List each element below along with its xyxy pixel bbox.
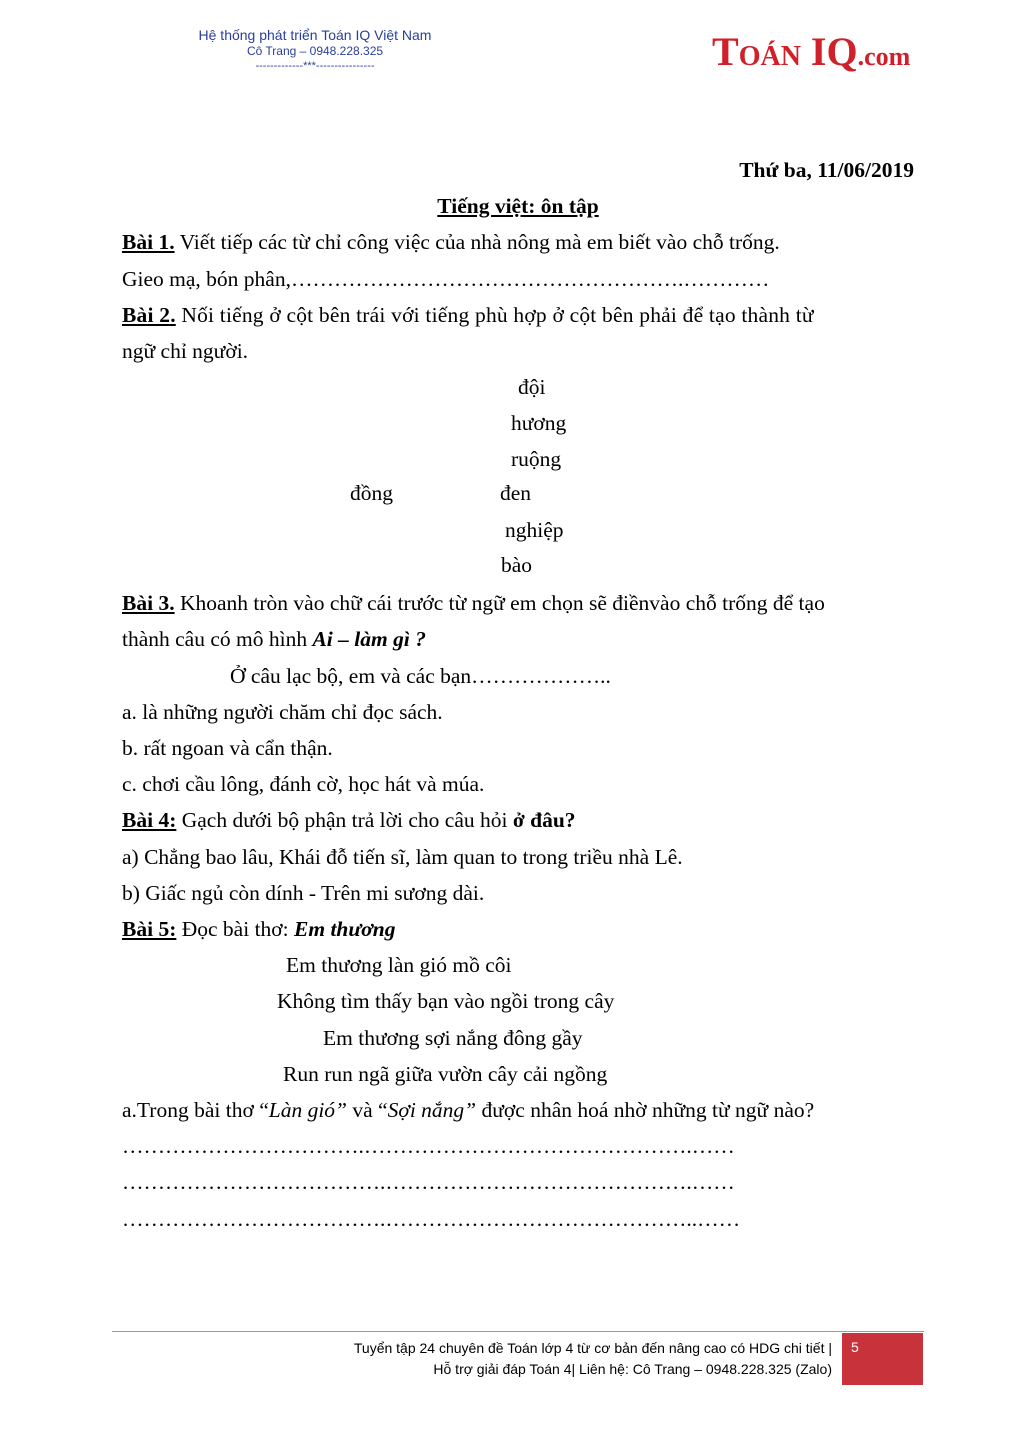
toaniq-logo — [712, 28, 910, 75]
bai2-label: Bài 2. — [122, 302, 176, 327]
bai3-option-b: b. rất ngoan và cẩn thận. — [122, 736, 333, 761]
right-word: đội — [518, 375, 546, 400]
date: Thứ ba, 11/06/2019 — [739, 158, 914, 182]
right-word: ruộng — [511, 447, 562, 472]
bai4-prompt — [122, 802, 914, 838]
footer-divider — [112, 1331, 924, 1332]
bai3-text-2: thành câu có mô hình — [122, 627, 313, 652]
footer-text — [354, 1338, 832, 1380]
q-va: và “ — [347, 1098, 388, 1123]
logo-com: .com — [857, 42, 911, 71]
footer-line-2: Hỗ trợ giải đáp Toán 4| Liên hệ: Cô Trang – 0948.228.325 (Zalo) — [433, 1361, 832, 1377]
logo-oan: OÁN — [738, 41, 801, 72]
answer-line: ……………………………….…………………………………….…… — [122, 1170, 735, 1195]
q-soi-nang: Sợi nắng” — [387, 1098, 477, 1123]
header-info — [160, 26, 470, 73]
footer-line-1: Tuyển tập 24 chuyên đề Toán lớp 4 từ cơ bản đến nâng cao có HDG chi tiết | — [353, 1340, 832, 1356]
bai3-label: Bài 3. — [122, 591, 175, 616]
bai3-option-a: a. là những người chăm chỉ đọc sách. — [122, 699, 443, 724]
bai4-item-a: a) Chẳng bao lâu, Khái đỗ tiến sĩ, làm quan to trong triều nhà Lê. — [122, 844, 683, 869]
page-number-box — [842, 1333, 923, 1385]
logo-t: T — [712, 29, 739, 74]
left-word: đồng — [350, 481, 393, 506]
bai1-prompt — [122, 224, 914, 260]
header-org: Hệ thống phát triển Toán IQ Việt Nam — [198, 27, 432, 43]
bai3-prompt-2 — [122, 621, 914, 657]
poem-line: Run run ngã giữa vườn cây cải ngồng — [283, 1061, 608, 1086]
poem-line: Em thương sợi nắng đông gầy — [323, 1025, 583, 1050]
bai3-text: Khoanh tròn vào chữ cái trước từ ngữ em chọn sẽ điềnvào chỗ trống để tạo — [174, 591, 825, 616]
bai2-prompt — [122, 297, 914, 333]
bai5-question — [122, 1092, 914, 1128]
worksheet-content — [122, 152, 914, 1237]
bai4-text: Gạch dưới bộ phận trả lời cho câu hỏi — [176, 808, 513, 833]
q-rest: được nhân hoá nhờ những từ ngữ nào? — [476, 1098, 815, 1123]
bai4-item-b: b) Giấc ngủ còn dính - Trên mi sương dài. — [122, 880, 485, 905]
matching-columns — [122, 369, 914, 585]
bai3-prompt — [122, 585, 914, 621]
page-number: 5 — [851, 1339, 859, 1355]
right-word: hương — [511, 411, 567, 436]
q-lan-gio: Làn gió” — [268, 1098, 347, 1123]
right-word: nghiệp — [505, 518, 564, 543]
header-contact: Cô Trang – 0948.228.325 — [246, 44, 384, 58]
poem-title: Em thương — [294, 917, 396, 942]
bai3-model: Ai – làm gì ? — [312, 627, 426, 652]
answer-line: …………………………….……………………………………….…… — [122, 1134, 735, 1159]
poem-line: Em thương làn gió mồ côi — [286, 953, 512, 978]
logo-iq: IQ — [800, 29, 858, 74]
header-divider: -------------***---------------- — [255, 60, 375, 72]
bai4-label: Bài 4: — [122, 808, 177, 833]
bai4-question: ở đâu? — [512, 808, 576, 833]
page-title: Tiếng việt: ôn tập — [437, 194, 599, 219]
bai5-prompt — [122, 911, 914, 947]
bai2-prompt-2: ngữ chỉ người. — [122, 339, 249, 364]
right-word: đen — [500, 481, 532, 506]
bai1-line: Gieo mạ, bón phân,……………………………………………….………… — [122, 266, 770, 291]
bai1-text: Viết tiếp các từ chỉ công việc của nhà nông mà em biết vào chỗ trống. — [174, 230, 780, 255]
poem-line: Không tìm thấy bạn vào ngồi trong cây — [277, 989, 615, 1014]
bai5-text: Đọc bài thơ: — [176, 917, 295, 942]
right-word: bào — [501, 553, 533, 578]
bai2-text: Nối tiếng ở cột bên trái với tiếng phù hợp ở cột bên phải để tạo thành từ — [175, 302, 814, 327]
bai5-label: Bài 5: — [122, 917, 177, 942]
bai3-option-c: c. chơi cầu lông, đánh cờ, học hát và múa. — [122, 772, 485, 797]
bai3-sentence: Ở câu lạc bộ, em và các bạn……………….. — [230, 663, 611, 688]
q-a: a.Trong bài thơ “ — [122, 1098, 269, 1123]
bai1-label: Bài 1. — [122, 230, 175, 255]
answer-line: ……………………………….……………………………………..…… — [122, 1206, 741, 1231]
